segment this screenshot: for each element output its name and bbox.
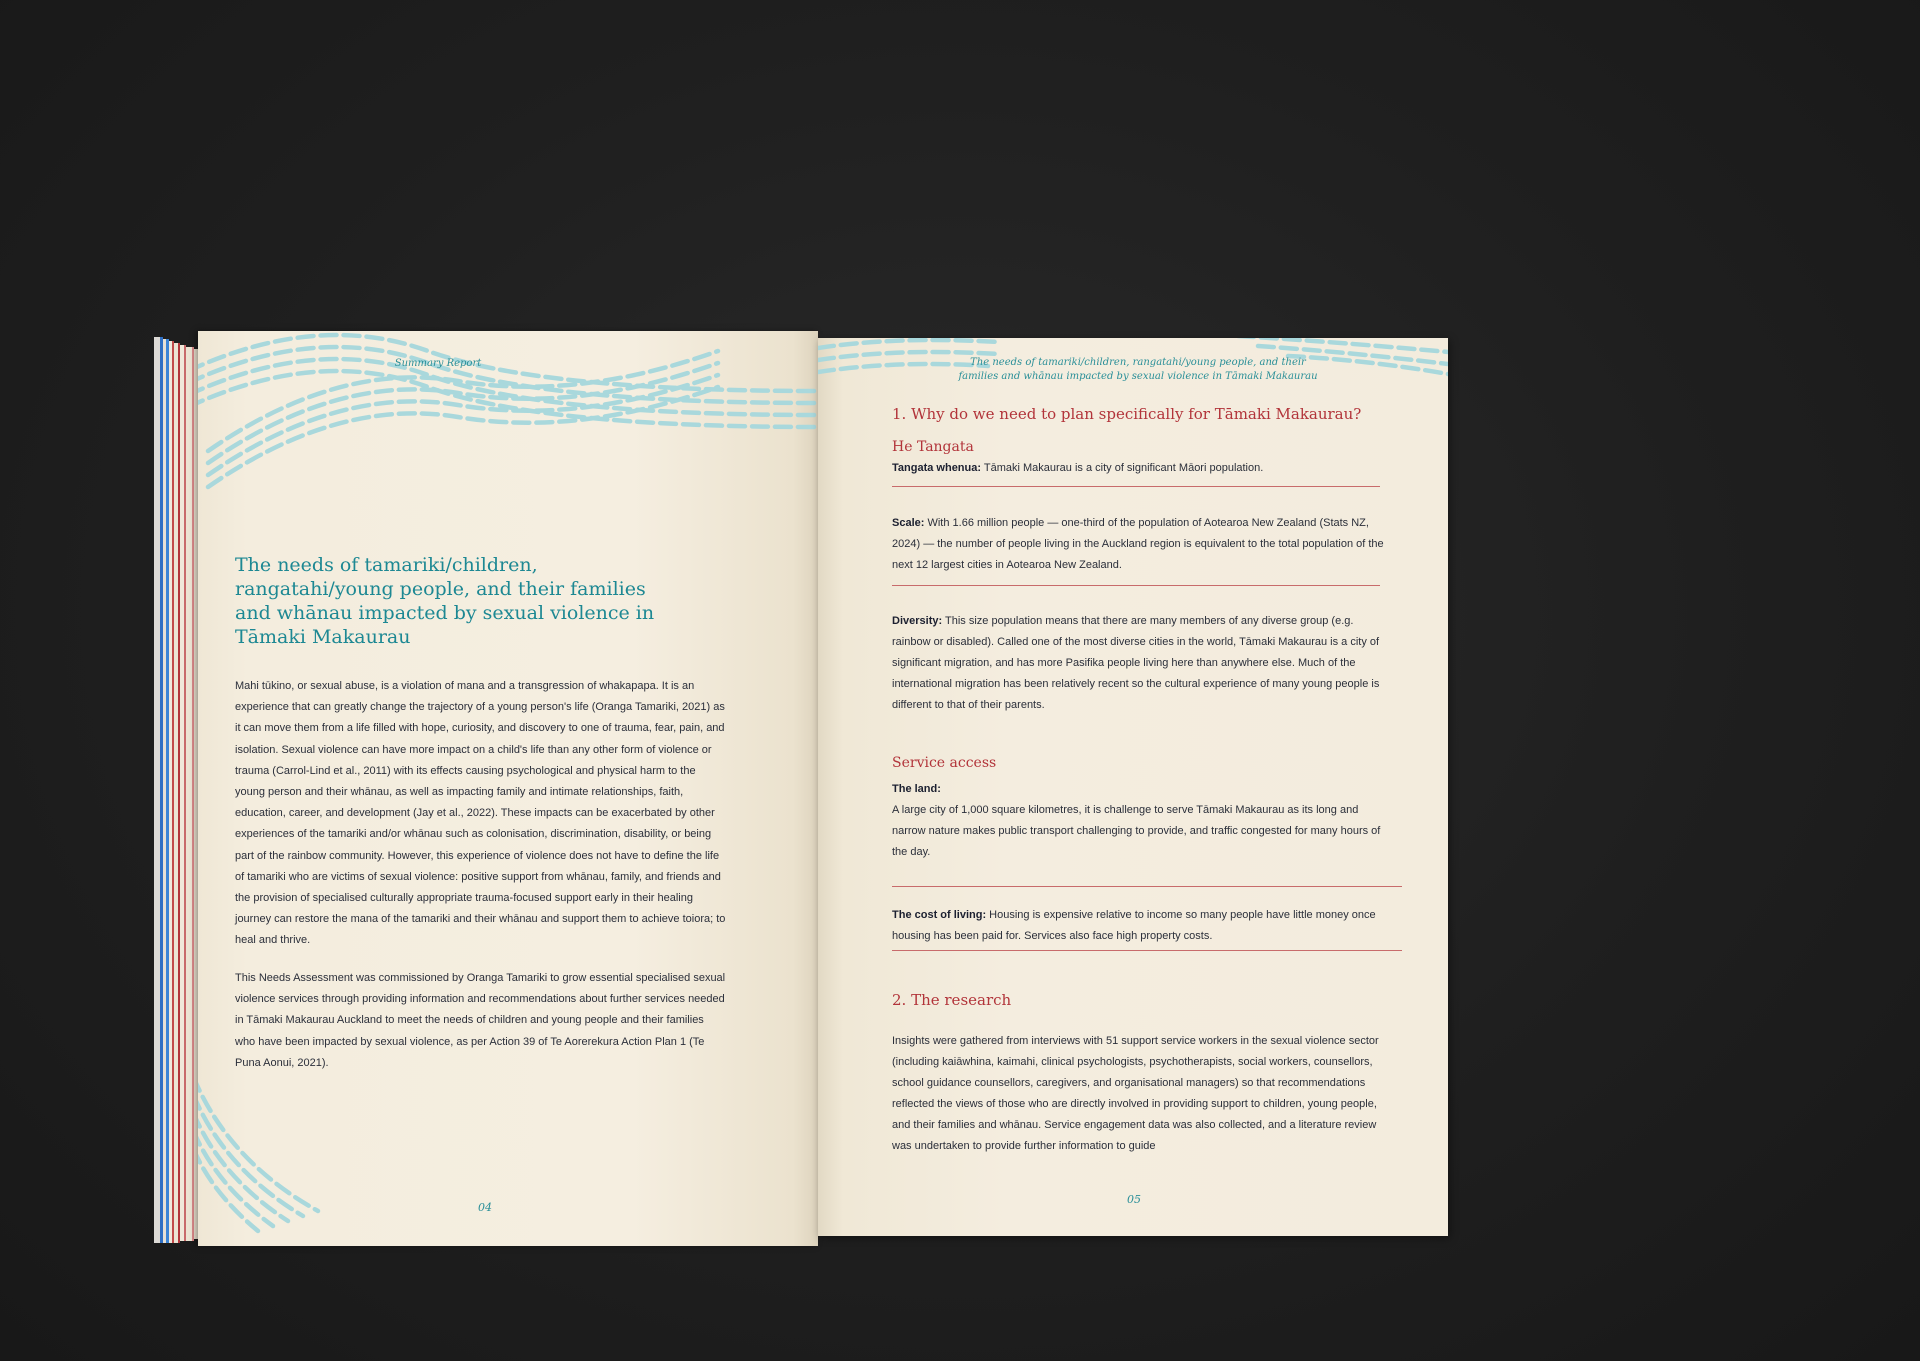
running-head — [948, 356, 1328, 384]
running-head-line-1: The needs of tamariki/children, rangatahi/young people, and their — [970, 357, 1306, 368]
land-label: The land: — [892, 783, 941, 795]
page-number: 05 — [1127, 1193, 1141, 1206]
diversity-text: This size population means that there are many members of any diverse group (e.g. rainbow or disabled). Called one of the most diverse cities in the world, Tāmaki Makaurau is a city of significant migration, and has more Pasifika people living here than anywhere else. Much of the international migration has been relatively recent so the cultural experience of many young people is different to that of their parents. — [892, 615, 1380, 711]
commission-paragraph: This Needs Assessment was commissioned by Oranga Tamariki to grow essential specialised sexual violence services through providing information and recommendations about further services needed in Tāmaki Makaurau Auckland to meet the needs of children and young people and their families who have been impacted by sexual violence, as per Action 39 of Te Aorerekura Action Plan 1 (Te Puna Aonui, 2021). — [235, 972, 726, 1069]
diversity-label: Diversity: — [892, 615, 943, 627]
tangata-text: Tāmaki Makaurau is a city of significant Māori population. — [981, 462, 1264, 474]
page-number: 04 — [478, 1201, 492, 1214]
right-page — [818, 338, 1448, 1236]
divider — [892, 886, 1402, 887]
divider — [892, 486, 1380, 487]
land-item — [892, 779, 1392, 863]
running-head-line-2: families and whānau impacted by sexual violence in Tāmaki Makaurau — [958, 371, 1318, 382]
left-page — [198, 331, 818, 1246]
cost-of-living-item — [892, 905, 1392, 947]
research-paragraph: Insights were gathered from interviews with 51 support service workers in the sexual violence sector (including kaiāwhina, kaimahi, clinical psychologists, psychotherapists, social workers, counsellors, school guidance counsellors, caregivers, and organisational managers) so that recommendations reflected the views of those who are directly involved in providing support to children, young people, and their families and whānau. Service engagement data was also collected, and a literature review was undertaken to provide further information to guide — [892, 1035, 1379, 1152]
section-1-heading: 1. Why do we need to plan specifically for Tāmaki Makaurau? — [892, 405, 1362, 423]
service-access-heading: Service access — [892, 755, 997, 771]
page-title: The needs of tamariki/children, rangatahi/young people, and their families and whānau impacted by sexual violence in Tāmaki Makaurau — [235, 554, 655, 648]
he-tangata-heading: He Tangata — [892, 439, 974, 455]
section-2-heading: 2. The research — [892, 991, 1012, 1009]
divider — [892, 950, 1402, 951]
running-head: Summary Report — [394, 358, 482, 369]
open-book — [150, 331, 1450, 1246]
land-text: A large city of 1,000 square kilometres, it is challenge to serve Tāmaki Makaurau as its long and narrow nature makes public transport challenging to provide, and traffic congested for many hours of the day. — [892, 804, 1381, 858]
scale-label: Scale: — [892, 517, 925, 529]
diversity-item — [892, 611, 1392, 716]
tangata-label: Tangata whenua: — [892, 462, 982, 474]
cost-text: Housing is expensive relative to income so many people have little money once housing has been paid for. Services also face high property costs. — [892, 909, 1376, 942]
scale-item — [892, 513, 1392, 576]
intro-paragraph: Mahi tūkino, or sexual abuse, is a violation of mana and a transgression of whakapapa. It is an experience that can greatly change the trajectory of a young person's life (Oranga Tamariki, 2021) as it can move them from a life filled with hope, curiosity, and discovery to one of trauma, fear, pain, and isolation. Sexual violence can have more impact on a child's life than any other form of violence or trauma (Carrol-Lind et al., 2011) with its effects causing psychological and physical harm to the young person and their whānau, as well as impacting family and intimate relationships, faith, education, career, and development (Jay et al., 2022). These impacts can be exacerbated by other experiences of the tamariki and/or whānau such as colonisation, discrimination, disability, or being part of the rainbow community. However, this experience of violence does not have to define the life of tamariki who are victims of sexual violence: positive support from whānau, family, and friends and the provision of specialised culturally appropriate trauma-focused support early in their healing journey can restore the mana of the tamariki and their whānau and support them to achieve toiora; to heal and thrive. — [235, 680, 726, 947]
tangata-whenua-item — [892, 458, 1392, 479]
scale-text: With 1.66 million people — one-third of the population of Aotearoa New Zealand (Stats NZ, 2024) — the number of people living in the Auckland region is equivalent to the total population of the next 12 largest cities in Aotearoa New Zealand. — [892, 517, 1384, 571]
page-edges — [154, 337, 204, 1243]
divider — [892, 585, 1380, 586]
cost-label: The cost of living: — [892, 909, 987, 921]
